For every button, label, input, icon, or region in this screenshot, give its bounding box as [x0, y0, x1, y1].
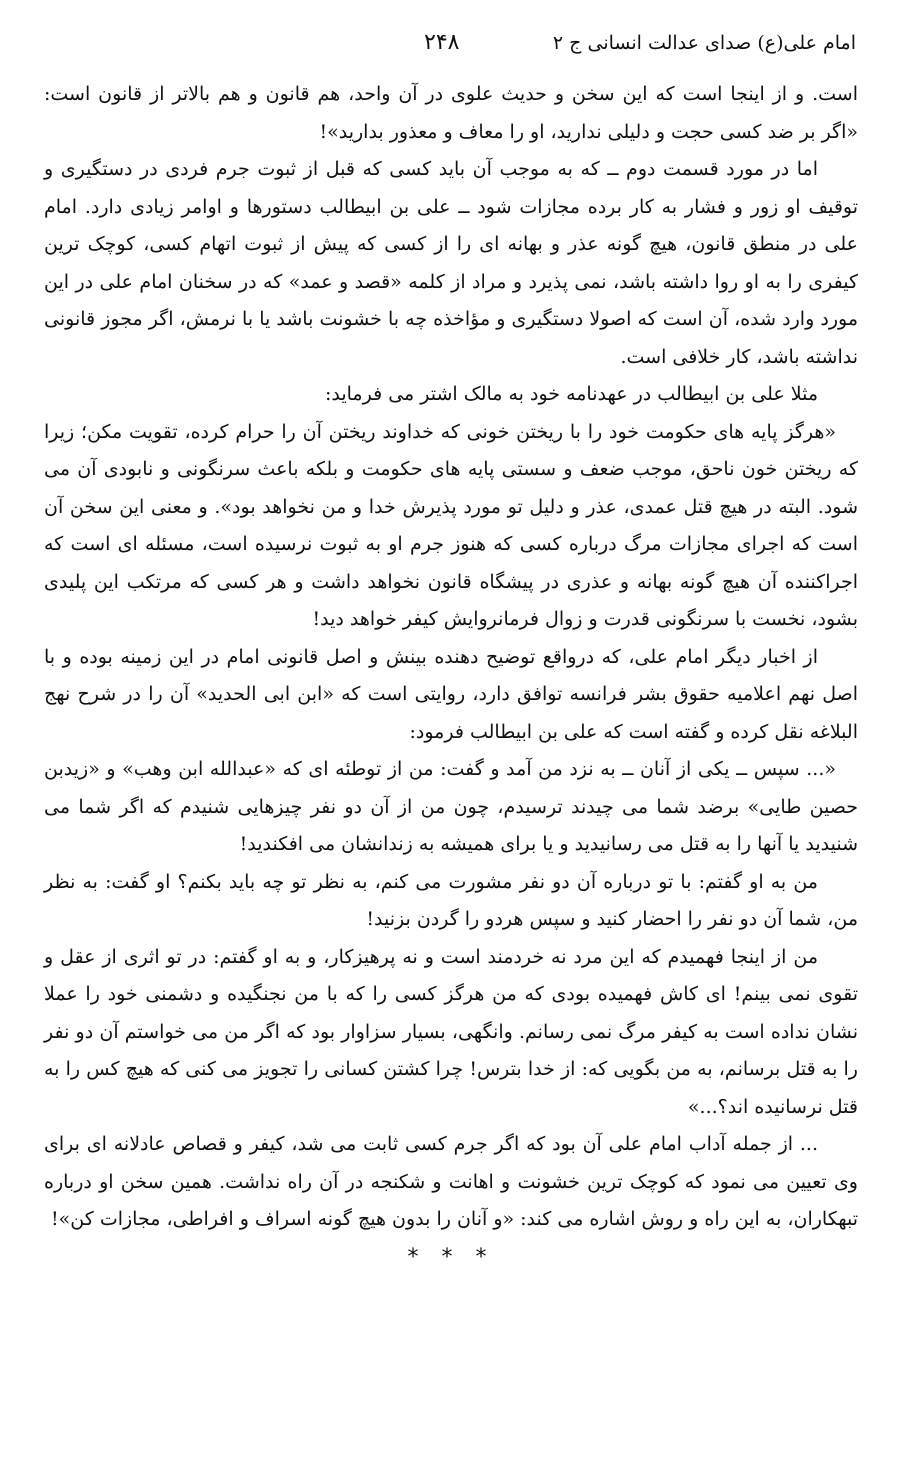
quote-paragraph: «هرگز پایه های حکومت خود را با ریختن خونی که خداوند ریختن آن را حرام کرده، تقویت مکن؛ زیرا که ریختن خون ناحق، موجب ضعف و سستی پایه های حکومت و بلکه باعث سرنگونی و نابودی آن می شود. البته در هیچ قتل عمدی، عذر و دلیل تو مورد پذیرش خدا و من نخواهد بود». و معنی این سخن آن است که اجرای مجازات مرگ درباره کسی که هنوز جرم او به ثبوت نرسیده است، مسئله ای است که اجراکننده آن هیچ گونه بهانه و عذری در پیشگاه قانون نخواهد داشت و هر کسی که مرتکب این پلیدی بشود، نخست با سرنگونی قدرت و زوال فرمانروایش کیفر خواهد دید! — [44, 420, 858, 630]
running-title: امام علی(ع) صدای عدالت انسانی ج ۲ — [552, 32, 856, 54]
paragraph-continuation: است. و از اینجا است که این سخن و حدیث علوی در آن واحد، هم قانون و هم بالاتر از قانون است: «اگر بر ضد کسی حجت و دلیلی ندارید، او را معاف و معذور بدارید»! — [44, 83, 858, 143]
paragraph: من به او گفتم: با تو درباره آن دو نفر مشورت می کنم، به نظر تو چه باید بکنم؟ او گفت: به نظر من، شما آن دو نفر را احضار کنید و سپس هردو را گردن بزنید! — [44, 870, 858, 930]
paragraph: ... از جمله آداب امام علی آن بود که اگر جرم کسی ثابت می شد، کیفر و قصاص عادلانه ای برای وی تعیین می نمود که کوچک ترین خشونت و اهانت و شکنجه در آن راه نداشت. همین سخن او درباره تبهکاران، به این راه و روش اشاره می کند: «و آنان را بدون هیچ گونه اسراف و افراطی، مجازات کن»! — [44, 1133, 858, 1230]
paragraph: اما در مورد قسمت دوم ــ که به موجب آن باید کسی که قبل از ثبوت جرم فردی در دستگیری و توقیف او زور و فشار به کار برده مجازات شود ــ علی بن ابیطالب دستورها و اوامر زیادی دارد. امام علی در منطق قانون، هیچ گونه عذر و بهانه ای را از کسی که پیش از ثبوت اتهام کسی، کوچک ترین کیفری را به او روا داشته باشد، نمی پذیرد و مراد از کلمه «قصد و عمد» که در سخنان امام علی در این مورد وارد شده، آن است که اصولا دستگیری و مؤاخذه چه با خشونت باشد یا با نرمش، اگر مجوز قانونی نداشته باشد، کار خلافی است. — [44, 158, 858, 368]
paragraph: از اخبار دیگر امام علی، که درواقع توضیح دهنده بینش و اصل قانونی امام در این زمینه بوده و با اصل نهم اعلامیه حقوق بشر فرانسه توافق دارد، روایتی است که «ابن ابی الحدید» آن را در شرح نهج البلاغه نقل کرده و گفته است که علی بن ابیطالب فرمود: — [44, 645, 858, 743]
paragraph: مثلا علی بن ابیطالب در عهدنامه خود به مالک اشتر می فرماید: — [324, 383, 818, 405]
page-number: ۲۴۸ — [424, 30, 460, 55]
page-body — [44, 76, 858, 1270]
quote-paragraph: «... سپس ــ یکی از آنان ــ به نزد من آمد و گفت: من از توطئه ای که «عبدالله ابن وهب» و «زیدبن حصین طایی» برضد شما می چیدند ترسیدم، چون من از آن دو نفر چیزهایی شنیدم که اگر شما می شنیدید یا آنها را به قتل می رسانیدید و یا برای همیشه به زندانشان می افکندید! — [44, 758, 858, 855]
section-separator: * * * — [407, 1244, 495, 1270]
paragraph: من از اینجا فهمیدم که این مرد نه خردمند است و نه پرهیزکار، و به او گفتم: در تو اثری از عقل و تقوی نمی بینم! ای کاش فهمیده بودی که من هرگز کسی را که با من نجنگیده و دشمنی خود را عملا نشان نداده است به کیفر مرگ نمی رسانم. وانگهی، بسیار سزاوار بود که اگر من می خواستم آن دو نفر را به قتل برسانم، به من بگویی که: از خدا بترس! چرا کشتن کسانی را تجویز می کنی که هیچ کس را به قتل نرسانیده اند؟...» — [44, 945, 858, 1118]
running-header — [44, 30, 858, 70]
